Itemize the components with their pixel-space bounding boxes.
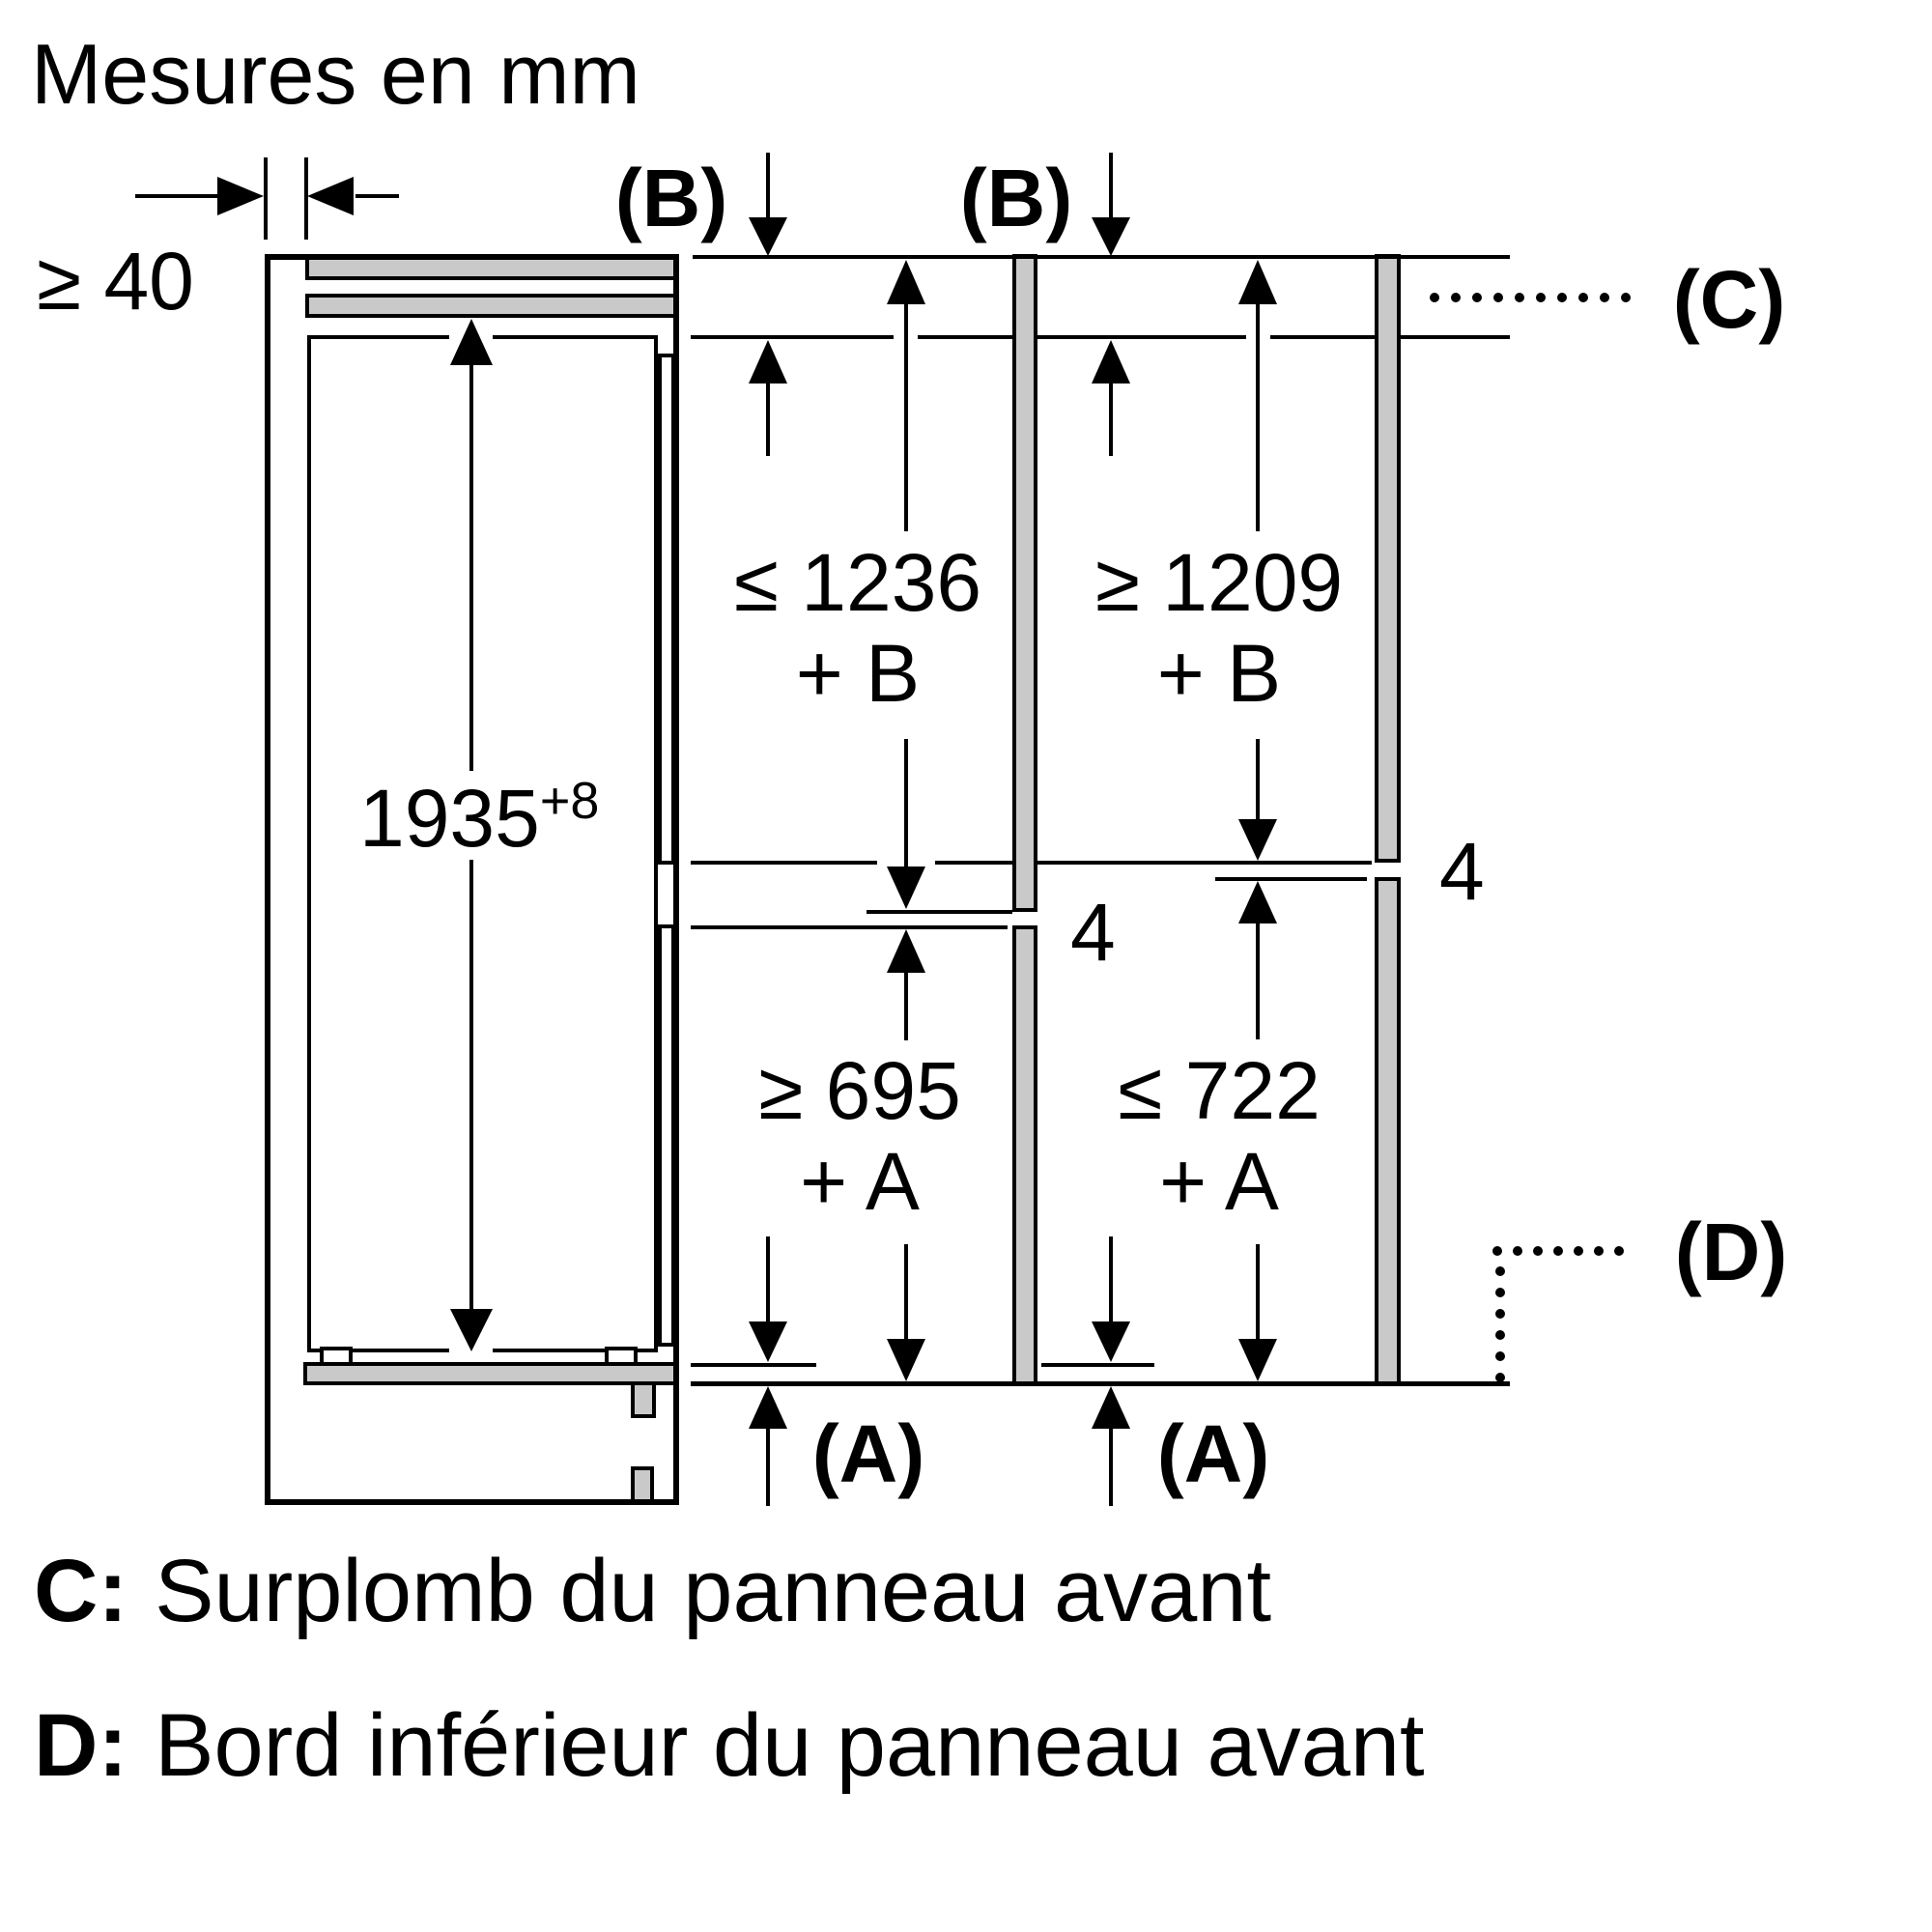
cavity-right-wall xyxy=(654,335,658,1352)
wall-dim-arrowhead-left xyxy=(217,177,264,215)
appliance-foot-upper xyxy=(633,1383,654,1416)
c-up-arrow-left-shaft xyxy=(766,384,770,456)
wall-dim-line-left xyxy=(135,194,217,198)
b-label-right: (B) xyxy=(959,153,1073,243)
panel1-gap-value: 4 xyxy=(1070,887,1116,978)
c-level-line-1 xyxy=(691,335,894,339)
c-up-arrow-right-head xyxy=(1092,340,1130,384)
col1-upper-dimension-suffix: + B xyxy=(795,628,921,720)
col1-lower-dim-shaft-b xyxy=(904,1244,908,1339)
panel1-lower-segment xyxy=(1014,927,1036,1383)
col1-upper-dim-shaft-b xyxy=(904,739,908,867)
niche-height-tolerance: +8 xyxy=(539,772,600,830)
col1-lower-dim-down-head xyxy=(887,1339,925,1381)
col1-upper-dimension-value: ≤ 1236 xyxy=(733,537,982,628)
cavity-left-wall xyxy=(307,335,311,1352)
col2-upper-dim-shaft-a xyxy=(1256,304,1260,531)
wall-dim-tick-right xyxy=(304,157,308,240)
legend-d-key: D: xyxy=(34,1696,128,1795)
col2-lower-dim-up-head xyxy=(1238,881,1277,923)
panel2-gap-top-line xyxy=(1037,861,1372,865)
height-dim-down-head xyxy=(450,1309,493,1351)
height-dim-up-head xyxy=(450,319,493,365)
door-strip-lower xyxy=(660,926,673,1345)
col1-lower-dim-shaft-a xyxy=(904,973,908,1040)
col2-lower-dim-down-head xyxy=(1238,1339,1277,1381)
a-up-arrow-right-head xyxy=(1092,1386,1130,1429)
cabinet-bottom-edge xyxy=(265,1499,679,1505)
a-down-arrow-left-head xyxy=(749,1321,787,1362)
b-arrow-right-shaft xyxy=(1109,153,1113,220)
door-split-line-1 xyxy=(691,861,877,865)
legend-d-text: Bord inférieur du panneau avant xyxy=(155,1696,1425,1795)
top-rail-2 xyxy=(307,296,675,316)
wall-dim-arrowhead-right xyxy=(307,177,354,215)
wall-dim-tick-left xyxy=(264,157,268,240)
page-title: Mesures en mm xyxy=(31,26,640,122)
wall-dim-line-right xyxy=(355,194,399,198)
d-label: (D) xyxy=(1674,1206,1788,1297)
niche-top-line xyxy=(693,255,1510,259)
c-level-line-2 xyxy=(918,335,1014,339)
a-level-line-left xyxy=(691,1363,816,1367)
legend-c-key: C: xyxy=(34,1542,128,1640)
col1-upper-dim-shaft-a xyxy=(904,304,908,531)
a-label-left: (A) xyxy=(811,1408,925,1499)
col2-lower-dim-shaft-a xyxy=(1256,923,1260,1039)
panel1-upper-segment xyxy=(1014,256,1036,910)
c-level-line-4 xyxy=(1270,335,1377,339)
cavity-top-line-b xyxy=(493,335,654,339)
col1-lower-dimension xyxy=(758,1045,961,1227)
a-up-arrow-right-shaft xyxy=(1109,1429,1113,1506)
a-down-arrow-right-head xyxy=(1092,1321,1130,1362)
col2-lower-dimension xyxy=(1118,1045,1321,1227)
a-level-line-right xyxy=(1041,1363,1154,1367)
legend-line-c xyxy=(34,1542,1271,1641)
door-strip-upper xyxy=(660,355,673,863)
niche-height-dimension xyxy=(359,773,599,864)
b-label-left: (B) xyxy=(614,153,728,243)
col1-upper-dimension xyxy=(734,537,981,719)
niche-height-value: 1935 xyxy=(359,773,540,864)
c-up-arrow-left-head xyxy=(749,340,787,384)
a-up-arrow-left-head xyxy=(749,1386,787,1429)
a-down-arrow-left-shaft xyxy=(766,1236,770,1323)
b-arrow-left-head xyxy=(749,217,787,256)
panel2-upper-segment xyxy=(1377,256,1399,861)
col1-upper-dim-up-head xyxy=(887,260,925,304)
panel2-gap-bottom-line xyxy=(1215,877,1367,881)
wall-thickness-label: ≥ 40 xyxy=(37,236,194,327)
a-up-arrow-left-shaft xyxy=(766,1429,770,1506)
height-dim-shaft-b xyxy=(469,860,473,1309)
top-rail-1 xyxy=(307,258,675,278)
col1-upper-dim-down-head xyxy=(887,867,925,909)
col2-upper-dim-up-head xyxy=(1238,260,1277,304)
panel1-gap-bottom-line xyxy=(691,925,1008,929)
col1-lower-dimension-value: ≥ 695 xyxy=(758,1045,961,1136)
b-arrow-left-shaft xyxy=(766,153,770,220)
panel1-gap-top-line xyxy=(867,910,1012,914)
col2-upper-dim-shaft-b xyxy=(1256,739,1260,819)
col2-lower-dimension-suffix: + A xyxy=(1159,1136,1279,1228)
door-split-line-2 xyxy=(935,861,1014,865)
col2-lower-dim-shaft-b xyxy=(1256,1244,1260,1339)
col2-upper-dimension-value: ≥ 1209 xyxy=(1094,537,1344,628)
col2-upper-dimension-suffix: + B xyxy=(1156,628,1282,720)
a-down-arrow-right-shaft xyxy=(1109,1236,1113,1323)
legend-line-d xyxy=(34,1696,1425,1796)
col2-upper-dimension xyxy=(1095,537,1343,719)
b-arrow-right-head xyxy=(1092,217,1130,256)
panel-bottom-line xyxy=(691,1381,1510,1386)
col1-lower-dim-up-head xyxy=(887,929,925,973)
height-dim-shaft-a xyxy=(469,365,473,771)
cavity-top-line-a xyxy=(311,335,449,339)
panel2-lower-segment xyxy=(1377,879,1399,1383)
appliance-foot-lower xyxy=(633,1468,652,1501)
col2-upper-dim-down-head xyxy=(1238,819,1277,861)
panel2-gap-value: 4 xyxy=(1439,826,1485,917)
a-label-right: (A) xyxy=(1156,1408,1270,1499)
c-up-arrow-right-shaft xyxy=(1109,384,1113,456)
cabinet-left-wall xyxy=(265,254,270,1505)
col1-lower-dimension-suffix: + A xyxy=(800,1136,920,1228)
c-label: (C) xyxy=(1672,253,1786,345)
col2-lower-dimension-value: ≤ 722 xyxy=(1118,1045,1321,1136)
c-level-line-3 xyxy=(1037,335,1246,339)
legend-c-text: Surplomb du panneau avant xyxy=(155,1542,1272,1640)
plinth-bar xyxy=(305,1364,675,1383)
c-level-line-5 xyxy=(1399,335,1510,339)
